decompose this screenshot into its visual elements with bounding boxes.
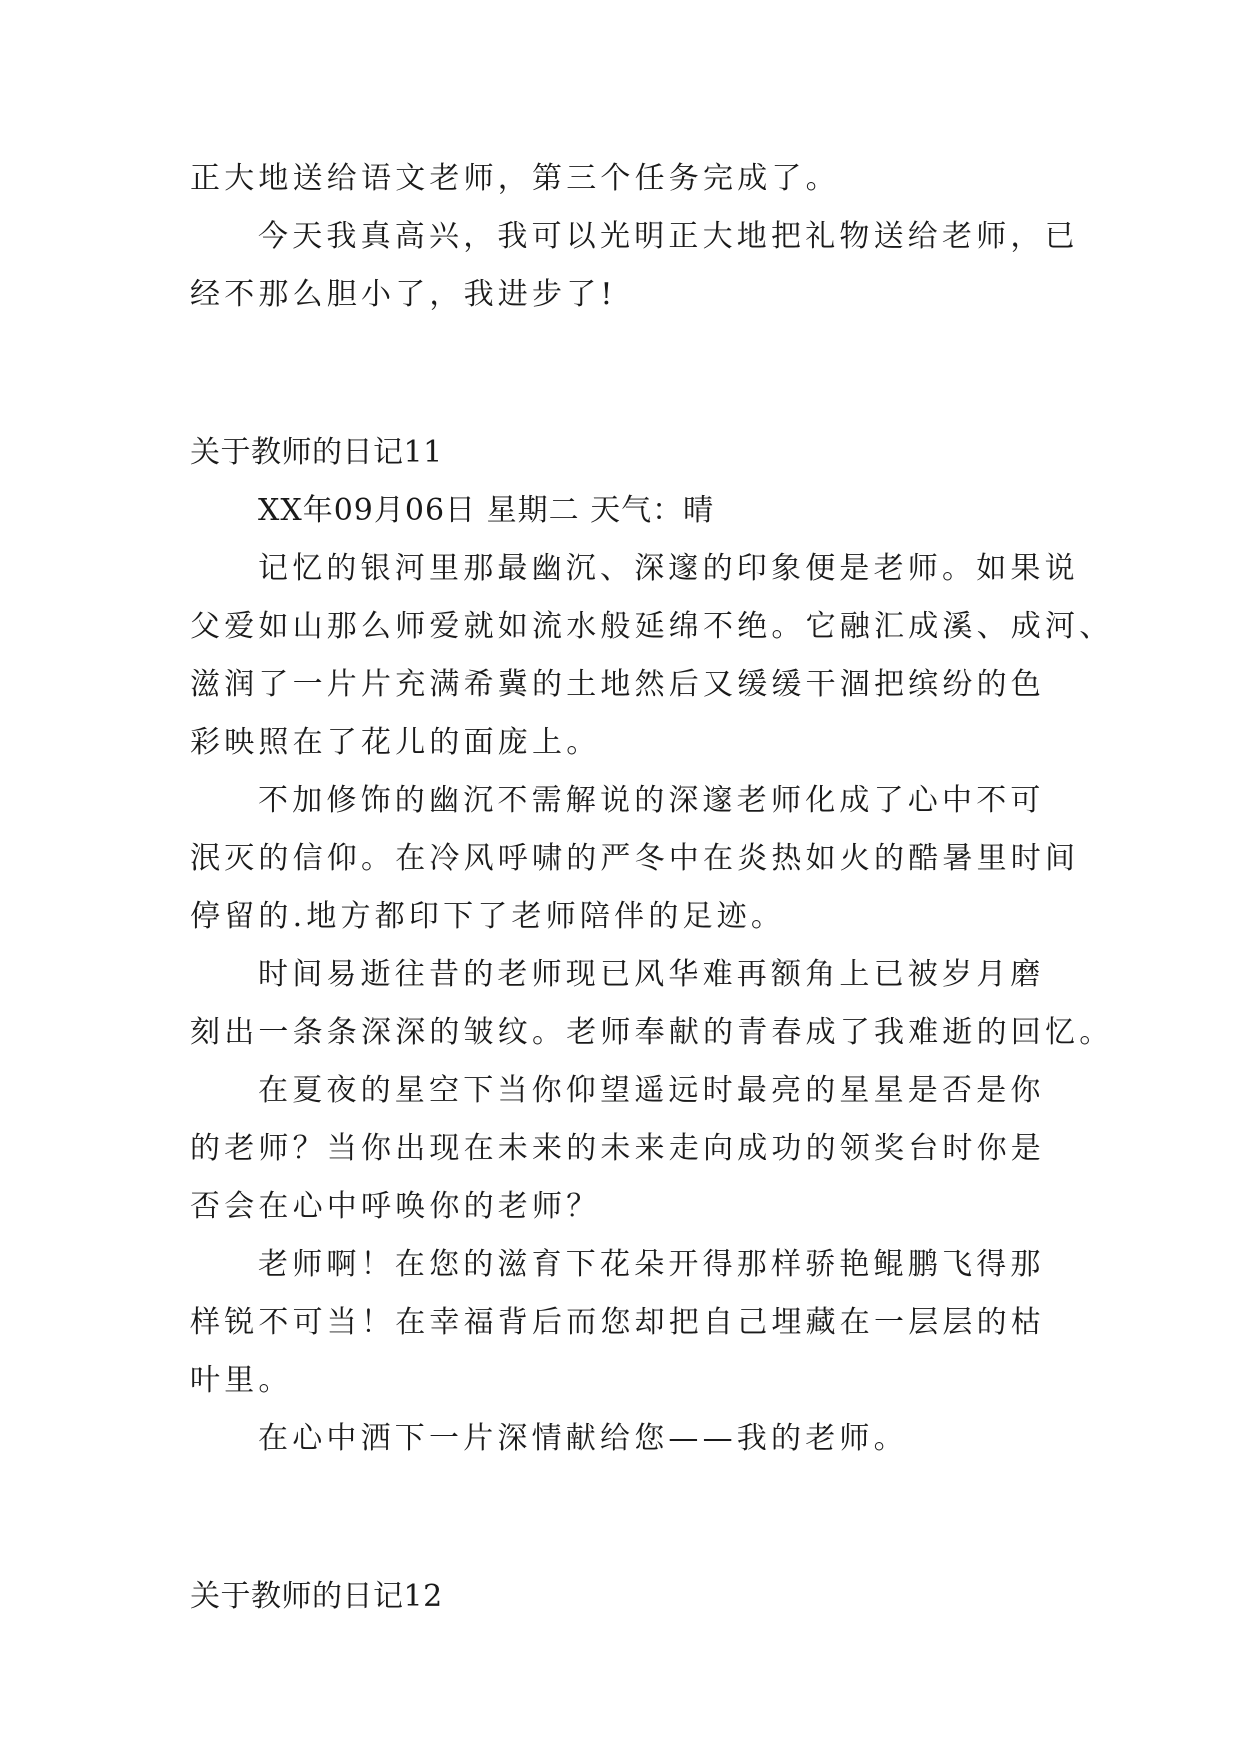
paragraph-line: 父爱如山那么师爱就如流水般延绵不绝。它融汇成溪、成河、 [190,609,1114,644]
paragraph-line: 否会在心中呼唤你的老师？ [190,1189,601,1224]
paragraph-line: 今天我真高兴，我可以光明正大地把礼物送给老师，已 [258,219,1079,254]
section-title-12: 关于教师的日记12 [190,1579,443,1614]
paragraph-line: 老师啊！在您的滋育下花朵开得那样骄艳鲲鹏飞得那 [258,1247,1045,1282]
paragraph-line: 时间易逝往昔的老师现已风华难再额角上已被岁月磨 [258,957,1045,992]
paragraph-line: 在夏夜的星空下当你仰望遥远时最亮的星星是否是你 [258,1073,1045,1108]
paragraph-line: 停留的.地方都印下了老师陪伴的足迹。 [190,899,786,934]
paragraph-line: 叶里。 [190,1363,293,1398]
section-gap [190,324,1060,424]
section-title-11: 关于教师的日记11 [190,435,443,470]
paragraph-line: 正大地送给语文老师，第三个任务完成了。 [190,161,840,196]
paragraph-line: 刻出一条条深深的皱纹。老师奉献的青春成了我难逝的回忆。 [190,1015,1114,1050]
paragraph-line: 样锐不可当！在幸福背后而您却把自己埋藏在一层层的枯 [190,1305,1045,1340]
paragraph-line: 的老师？当你出现在未来的未来走向成功的领奖台时你是 [190,1131,1045,1166]
section-gap [190,1468,1060,1568]
paragraph-line: 在心中洒下一片深情献给您——我的老师。 [258,1421,908,1456]
diary-date-line: XX年09月06日 星期二 天气：晴 [258,493,715,528]
paragraph-line: 滋润了一片片充满希冀的土地然后又缓缓干涸把缤纷的色 [190,667,1045,702]
paragraph-line: 经不那么胆小了，我进步了! [190,277,617,312]
paragraph-line: 记忆的银河里那最幽沉、深邃的印象便是老师。如果说 [258,551,1079,586]
text-column [190,150,1114,1626]
paragraph-line: 彩映照在了花儿的面庞上。 [190,725,601,760]
paragraph-line: 不加修饰的幽沉不需解说的深邃老师化成了心中不可 [258,783,1045,818]
paragraph-line: 泯灭的信仰。在冷风呼啸的严冬中在炎热如火的酷暑里时间 [190,841,1080,876]
